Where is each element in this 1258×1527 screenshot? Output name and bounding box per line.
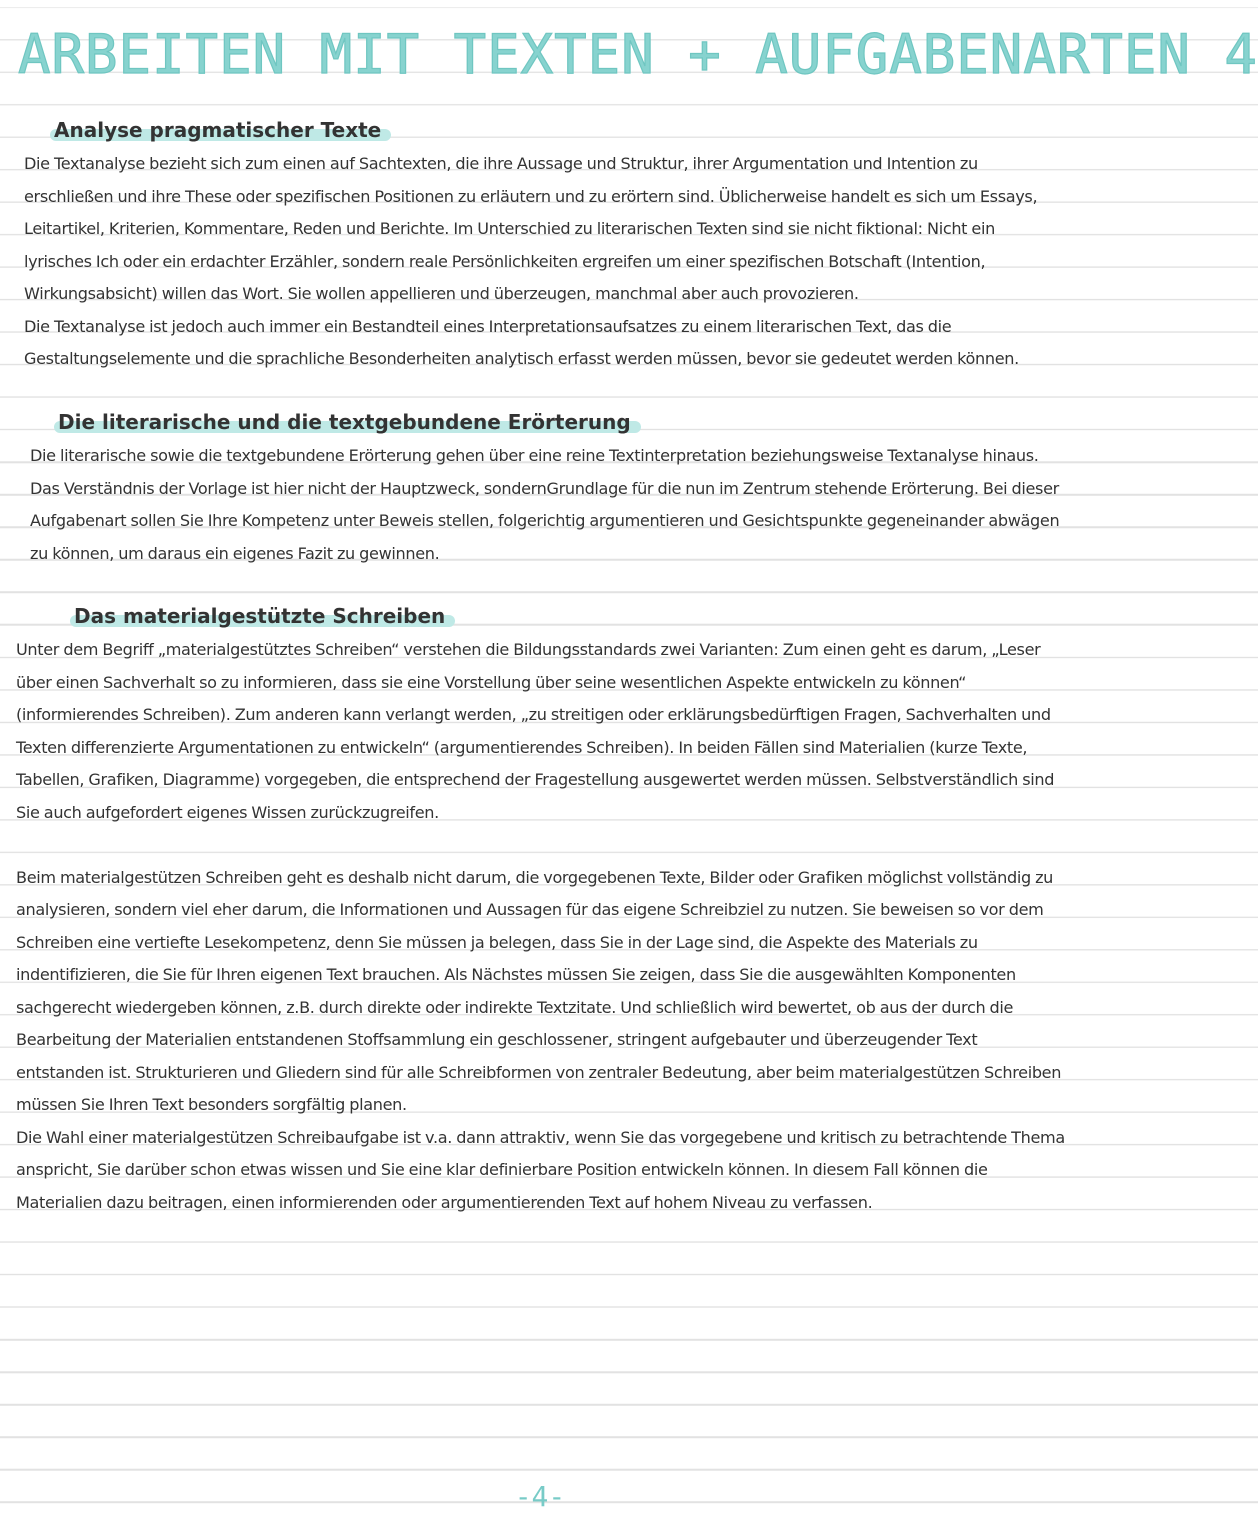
section-heading: Die literarische und die textgebundene Erörterung <box>54 410 635 434</box>
section-heading: Analyse pragmatischer Texte <box>50 118 385 142</box>
paragraph: Beim materialgestützen Schreiben geht es deshalb nicht darum, die vorgegebenen Texte, Bilder oder Grafiken möglichst vollständig zu analysieren, sondern viel eher darum, die Informationen und Aussagen für das eigene Schreibziel zu nutzen. Sie beweisen so vor dem Schreiben eine vertiefte Lesekompetenz, denn Sie müssen ja belegen, dass Sie in der Lage sind, die Aspekte des Materials zu indentifizieren, die Sie für Ihren eigenen Text brauchen. Als Nächstes müssen Sie zeigen, dass Sie die ausgewählten Komponenten sachgerecht wiedergeben können, z.B. durch direkte oder indirekte Textzitate. Und schließlich wird bewertet, ob aus der durch die Bearbeitung der Materialien entstandenen Stoffsammlung ein geschlossener, stringent aufgebauter und überzeugender Text entstanden ist. Strukturieren und Gliedern sind für alle Schreibformen von zentraler Bedeutung, aber beim materialgestützen Schreiben müssen Sie Ihren Text besonders sorgfältig planen. <box>16 867 1062 1114</box>
page-number: -4- <box>514 1480 566 1513</box>
paragraph: Unter dem Begriff „materialgestütztes Schreiben“ verstehen die Bildungsstandards zwei Varianten: Zum einen geht es darum, „Leser über einen Sachverhalt so zu informieren, dass sie eine Vorstellung über seine wesentlichen Aspekte entwickeln zu können“ (informierendes Schreiben). Zum anderen kann verlangt werden, „zu streitigen oder erklärungsbedürftigen Fragen, Sachverhalten und Texten differenzierte Argumentationen zu entwickeln“ (argumentierendes Schreiben). In beiden Fällen sind Materialien (kurze Texte, Tabellen, Grafiken, Diagramme) vorgegeben, die entsprechend der Fragestellung ausgewertet werden müssen. Selbstverständlich sind Sie auch aufgefordert eigenes Wissen zurückzugreifen. <box>16 640 1055 822</box>
section-material-writing <box>16 604 1066 1219</box>
paragraph: Die Textanalyse ist jedoch auch immer ein Bestandteil eines Interpretationsaufsatzes zu einem literarischen Text, das die Gestaltungselemente und die sprachliche Besonderheiten analytisch erfasst werden müssen, bevor sie gedeutet werden können. <box>24 316 1019 368</box>
page-title: ARBEITEN MIT TEXTEN + AUFGABENARTEN 4 <box>18 23 1258 86</box>
section-heading: Das materialgestützte Schreiben <box>70 604 449 628</box>
section-pragmatic-texts <box>24 118 1064 376</box>
paragraph: Die literarische sowie die textgebundene Erörterung gehen über eine reine Textinterpretation beziehungsweise Textanalyse hinaus. Das Verständnis der Vorlage ist hier nicht der Hauptzweck, sondernGrundlage für die nun im Zentrum stehende Erörterung. Bei dieser Aufgabenart sollen Sie Ihre Kompetenz unter Beweis stellen, folgerichtig argumentieren und Gesichtspunkte gegeneinander abwägen zu können, um daraus ein eigenes Fazit zu gewinnen. <box>30 446 1060 563</box>
section-literary-discussion <box>30 410 1064 570</box>
paragraph: Die Textanalyse bezieht sich zum einen auf Sachtexten, die ihre Aussage und Struktur, ihrer Argumentation und Intention zu erschließen und ihre These oder spezifischen Positionen zu erläutern und zu erörtern sind. Üblicherweise handelt es sich um Essays, Leitartikel, Kriterien, Kommentare, Reden und Berichte. Im Unterschied zu literarischen Texten sind sie nicht fiktional: Nicht ein lyrisches Ich oder ein erdachter Erzähler, sondern reale Persönlichkeiten ergreifen um einer spezifischen Botschaft (Intention, Wirkungsabsicht) willen das Wort. Sie wollen appellieren und überzeugen, manchmal aber auch provozieren. <box>24 154 1038 303</box>
paragraph: Die Wahl einer materialgestützen Schreibaufgabe ist v.a. dann attraktiv, wenn Sie das vorgegebene und kritisch zu betrachtende Thema anspricht, Sie darüber schon etwas wissen und Sie eine klar definierbare Position entwickeln können. In diesem Fall können die Materialien dazu beitragen, einen informierenden oder argumentierenden Text auf hohem Niveau zu verfassen. <box>16 1127 1065 1212</box>
